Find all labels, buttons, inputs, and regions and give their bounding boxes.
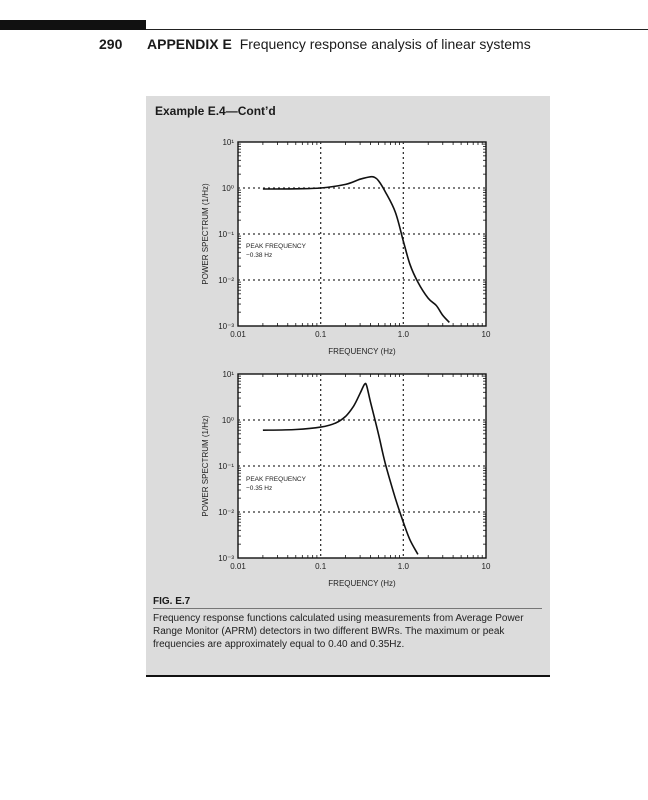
y-tick-label: 10⁻¹ bbox=[218, 230, 234, 239]
x-axis-label: FREQUENCY (Hz) bbox=[328, 579, 396, 588]
page-number: 290 bbox=[99, 36, 123, 52]
y-tick-label: 10⁰ bbox=[221, 184, 234, 193]
chart-top bbox=[201, 138, 491, 356]
peak-frequency-annotation: PEAK FREQUENCY bbox=[246, 243, 306, 250]
y-tick-label: 10⁻³ bbox=[218, 322, 234, 331]
y-tick-label: 10¹ bbox=[222, 138, 234, 147]
peak-frequency-annotation: −0.38 Hz bbox=[246, 252, 273, 259]
y-tick-label: 10¹ bbox=[222, 370, 234, 379]
x-tick-label: 10 bbox=[481, 562, 491, 571]
appendix-title: Frequency response analysis of linear systems bbox=[239, 36, 531, 52]
peak-frequency-annotation: PEAK FREQUENCY bbox=[246, 476, 306, 483]
y-tick-label: 10⁻³ bbox=[218, 554, 234, 563]
y-axis-label: POWER SPECTRUM (1/Hz) bbox=[201, 415, 210, 517]
x-tick-label: 0.01 bbox=[230, 562, 246, 571]
appendix-label: APPENDIX E bbox=[147, 36, 232, 52]
x-tick-label: 1.0 bbox=[397, 562, 409, 571]
x-axis-label: FREQUENCY (Hz) bbox=[328, 347, 396, 356]
example-title: Example E.4—Cont’d bbox=[155, 104, 276, 118]
figure-label: FIG. E.7 bbox=[153, 596, 191, 607]
y-tick-label: 10⁰ bbox=[221, 416, 234, 425]
x-tick-label: 0.1 bbox=[315, 562, 327, 571]
y-axis-label: POWER SPECTRUM (1/Hz) bbox=[201, 183, 210, 285]
header-rule bbox=[146, 29, 648, 30]
caption-rule bbox=[153, 608, 542, 609]
peak-frequency-annotation: −0.35 Hz bbox=[246, 485, 273, 492]
y-tick-label: 10⁻² bbox=[218, 508, 234, 517]
header-bar bbox=[0, 20, 146, 30]
running-head bbox=[147, 36, 531, 52]
y-tick-label: 10⁻¹ bbox=[218, 462, 234, 471]
x-tick-label: 0.01 bbox=[230, 330, 246, 339]
x-tick-label: 10 bbox=[481, 330, 491, 339]
x-tick-label: 0.1 bbox=[315, 330, 327, 339]
chart-bottom bbox=[201, 370, 491, 588]
figure-plots bbox=[146, 96, 550, 596]
y-tick-label: 10⁻² bbox=[218, 276, 234, 285]
figure-caption: Frequency response functions calculated using measurements from Average Power Range Monitor (APRM) detectors in two different BWRs. The maximum or peak frequencies are approximately equal to 0.40 and 0.35Hz. bbox=[153, 613, 524, 650]
example-box-rule bbox=[146, 675, 550, 677]
x-tick-label: 1.0 bbox=[397, 330, 409, 339]
